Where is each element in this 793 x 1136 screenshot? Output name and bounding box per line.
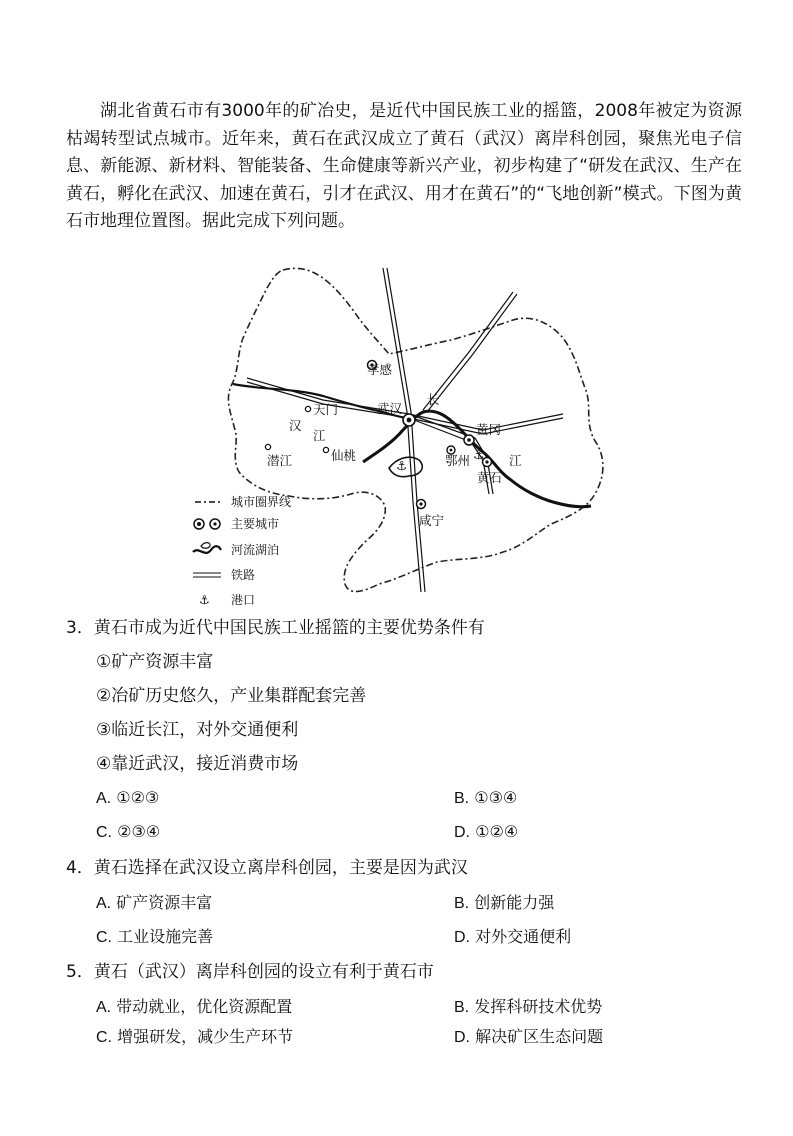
q3-statement-2: ②冶矿历史悠久，产业集群配套完善 — [96, 686, 367, 706]
city-circle-boundary — [228, 268, 602, 591]
city-tianmen-marker — [305, 406, 310, 411]
legend-port: 港口 — [231, 593, 256, 607]
huangshi-location-map — [183, 262, 623, 607]
port-icon-wuhan: ⚓ — [396, 458, 408, 473]
question-4-stem — [66, 856, 468, 880]
legend-river: 河流湖泊 — [231, 543, 280, 557]
label-xiantao: 仙桃 — [331, 448, 357, 463]
river-label-chang: 长 — [427, 392, 440, 407]
label-xianning: 咸宁 — [419, 513, 445, 528]
q5-option-b[interactable]: B. 发挥科研技术优势 — [454, 997, 603, 1016]
label-huangshi: 黄石 — [477, 470, 503, 485]
river-label-jiang-west: 江 — [313, 428, 326, 443]
legend-port-icon: ⚓ — [199, 593, 210, 607]
q4-option-c[interactable]: C. 工业设施完善 — [96, 927, 214, 946]
railway-1b — [387, 268, 425, 592]
q4-option-d[interactable]: D. 对外交通便利 — [454, 927, 572, 946]
q3-option-d[interactable]: D. ①②④ — [454, 822, 519, 841]
city-xiantao-marker — [323, 447, 328, 452]
q3-option-b[interactable]: B. ①③④ — [454, 788, 518, 807]
q5-option-c[interactable]: C. 增强研发，减少生产环节 — [96, 1027, 294, 1046]
q3-statement-1: ①矿产资源丰富 — [96, 652, 214, 672]
railway-3b — [427, 294, 517, 412]
question-5-text: 黄石（武汉）离岸科创园的设立有利于黄石市 — [93, 962, 434, 982]
q3-statement-3: ③临近长江，对外交通便利 — [96, 720, 299, 740]
question-4-number: 4． — [66, 858, 94, 878]
label-wuhan: 武汉 — [377, 401, 403, 416]
legend-boundary: 城市圈界线 — [231, 495, 292, 509]
map-legend — [193, 494, 291, 607]
legend-city: 主要城市 — [231, 517, 280, 531]
passage-text: 湖北省黄石市有3000年的矿冶史，是近代中国民族工业的摇篮，2008年被定为资源枯竭转型试点城市。近年来，黄石在武汉成立了黄石（武汉）离岸科创园，聚焦光电子信息、新能源、新材料、智能装备、生命健康等新兴产业，初步构建了“研发在武汉、生产在黄石，孵化在武汉、加速在黄石，引才在武汉、用才在黄石”的“飞地创新”模式。下图为黄石市地理位置图。据此完成下列问题。 — [66, 101, 742, 231]
city-qianjiang-marker — [265, 444, 270, 449]
port-icon-huangshi: ⚓ — [473, 447, 485, 462]
city-markers — [265, 361, 491, 509]
q5-option-a[interactable]: A. 带动就业，优化资源配置 — [96, 997, 293, 1016]
label-xiaogan: 孝感 — [367, 362, 393, 377]
q3-statement-4: ④靠近武汉，接近消费市场 — [96, 754, 299, 774]
question-5-number: 5． — [66, 962, 94, 982]
legend-railway: 铁路 — [231, 568, 256, 582]
question-3-stem — [66, 616, 485, 640]
question-4-text: 黄石选择在武汉设立离岸科创园，主要是因为武汉 — [93, 858, 468, 878]
label-qianjiang: 潜江 — [267, 453, 293, 468]
q3-option-c[interactable]: C. ②③④ — [96, 822, 161, 841]
question-3-number: 3． — [66, 618, 94, 638]
q3-option-a[interactable]: A. ①②③ — [96, 788, 160, 807]
label-ezhou: 鄂州 — [445, 453, 471, 468]
river-label-han: 汉 — [289, 418, 302, 433]
q5-option-d[interactable]: D. 解决矿区生态问题 — [454, 1027, 604, 1046]
label-tianmen: 天门 — [313, 402, 339, 417]
river-label-jiang-east: 江 — [509, 453, 522, 468]
q4-option-a[interactable]: A. 矿产资源丰富 — [96, 893, 213, 912]
q4-option-b[interactable]: B. 创新能力强 — [454, 893, 555, 912]
label-huanggang: 黄冈 — [476, 422, 502, 437]
question-3-text: 黄石市成为近代中国民族工业摇篮的主要优势条件有 — [93, 618, 485, 638]
question-5-stem — [66, 960, 434, 984]
